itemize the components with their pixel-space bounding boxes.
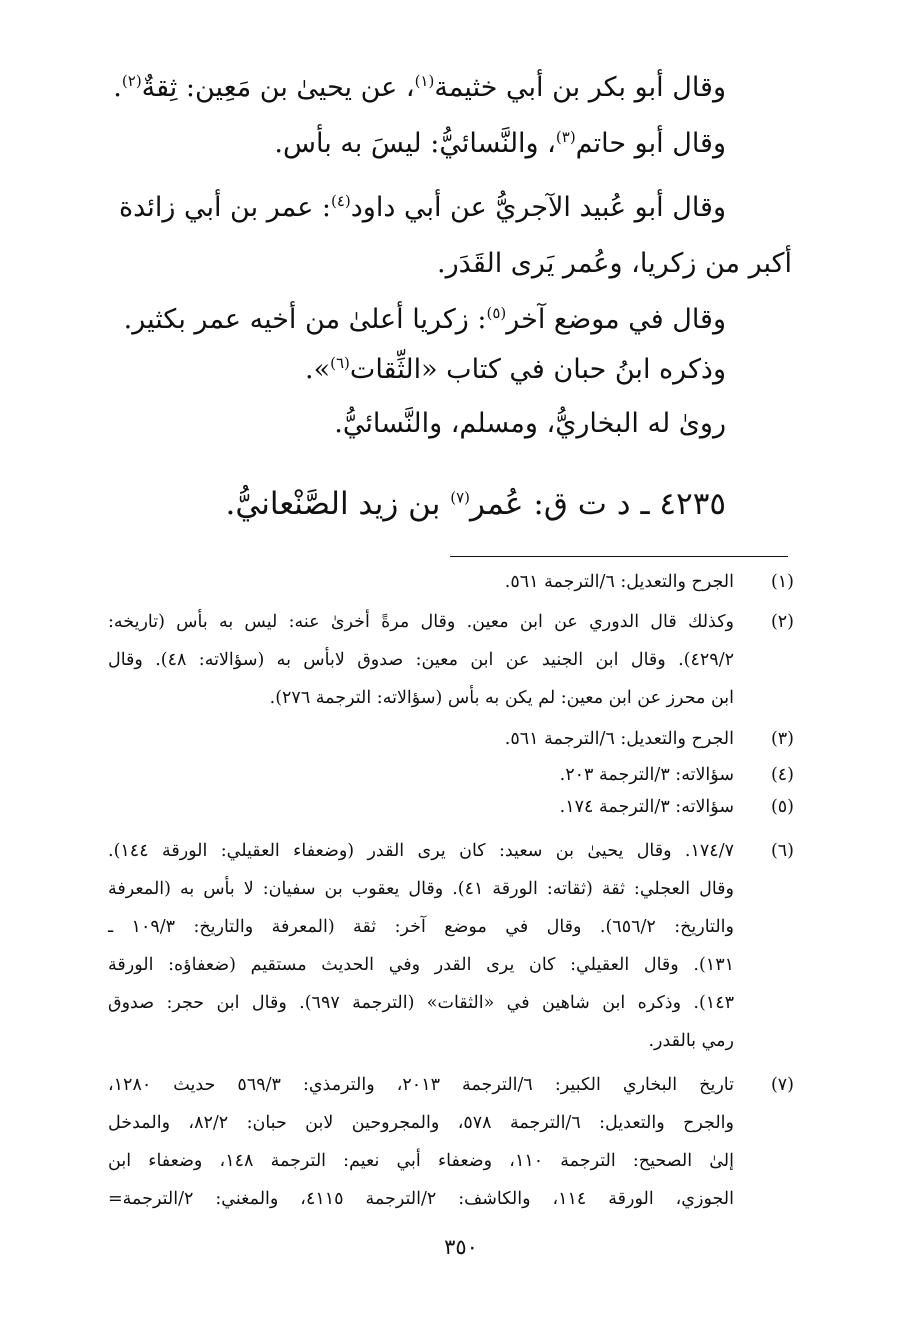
- main-text: ، عن يحيىٰ بن مَعِين: ثِقةٌ: [141, 72, 415, 103]
- main-text: وقال أبو حاتم: [575, 128, 726, 159]
- footnote-line: وكذلك قال الدوري عن ابن معين. وقال مرةً أخرىٰ عنه: ليس به بأس (تاريخه:: [108, 612, 734, 632]
- footnote-line: والتاريخ: ٦٥٦/٢). وقال في موضع آخر: ثقة (المعرفة والتاريخ: ١٠٩/٣ ـ: [108, 917, 734, 937]
- footnote-line: ابن محرز عن ابن معين: لم يكن به بأس (سؤالاته: الترجمة ٢٧٦).: [269, 688, 734, 708]
- footnote-ref[interactable]: (٧): [450, 488, 471, 507]
- footnote-number: (٥): [770, 797, 794, 817]
- footnote-text: [108, 603, 734, 717]
- main-text: ، والنَّسائيُّ: ليسَ به بأس.: [274, 128, 556, 159]
- footnote-ref[interactable]: (٤): [331, 192, 351, 210]
- footnote-ref[interactable]: (٢): [121, 72, 142, 90]
- footnote-line: رمي بالقدر.: [648, 1031, 734, 1051]
- main-text: وقال أبو عُبيد الآجريُّ عن أبي داود: [350, 192, 726, 223]
- footnote-line: الجرح والتعديل: ٦/الترجمة ٥٦١.: [504, 729, 734, 749]
- footnote-text: [108, 788, 734, 826]
- main-text: وقال في موضع آخر: [506, 304, 726, 335]
- footnote-line: إلىٰ الصحيح: الترجمة ١١٠، وضعفاء أبي نعيم: الترجمة ١٤٨، وضعفاء ابن: [108, 1151, 734, 1171]
- main-line-6: [305, 350, 726, 390]
- main-line-3: [119, 188, 726, 228]
- footnote-text: [108, 832, 734, 1060]
- page-number: ٣٥٠: [444, 1235, 478, 1259]
- footnote-ref[interactable]: (١): [414, 72, 435, 90]
- main-text: ».: [305, 354, 331, 385]
- footnote-number: (٧): [770, 1075, 794, 1095]
- main-line-5: [124, 300, 726, 340]
- main-text: .: [113, 72, 122, 103]
- footnote-line: الجوزي، الورقة ١١٤، والكاشف: ٢/الترجمة ٤١١٥، والمغني: ٢/الترجمة=: [108, 1189, 734, 1209]
- main-text: رویٰ له البخاريُّ، ومسلم، والنَّسائيُّ.: [334, 408, 726, 439]
- footnote-number: (٦): [770, 841, 794, 861]
- main-line-2: [274, 124, 726, 164]
- footnote-line: ١٤٣). وذكره ابن شاهين في «الثقات» (الترجمة ٦٩٧). وقال ابن حجر: صدوق: [108, 993, 734, 1013]
- footnote-text: [108, 1066, 734, 1218]
- footnote-line: والجرح والتعديل: ٦/الترجمة ٥٧٨، والمجروحين لابن حبان: ٨٢/٢، والمدخل: [108, 1113, 734, 1133]
- main-text: وذكره ابنُ حبان في كتاب «الثِّقات: [349, 354, 726, 385]
- footnote-ref[interactable]: (٣): [555, 128, 576, 146]
- footnote-number: (٤): [770, 765, 794, 785]
- footnote-ref[interactable]: (٥): [486, 304, 507, 322]
- footnote-line: ٤٢٩/٢). وقال ابن الجنيد عن ابن معين: صدوق لابأس به (سؤالاته: ٤٨). وقال: [108, 650, 734, 670]
- footnote-line: سؤالاته: ٣/الترجمة ٢٠٣.: [559, 765, 734, 785]
- footnote-ref[interactable]: (٦): [330, 354, 350, 372]
- entry-heading-suffix: بن زيد الصَّنْعانيُّ.: [225, 486, 451, 522]
- main-line-7: [334, 404, 726, 444]
- footnote-line: سؤالاته: ٣/الترجمة ١٧٤.: [559, 797, 734, 817]
- footnote-number: (٢): [770, 612, 794, 632]
- footnote-line: ١٣١). وقال العقيلي: كان يرى القدر وفي الحديث مستقيم (ضعفاؤه: الورقة: [108, 955, 734, 975]
- entry-heading-prefix: ٤٢٣٥ ـ د ت ق: عُمر: [470, 486, 726, 522]
- main-text: : زكريا أعلىٰ من أخيه عمر بكثير.: [123, 304, 487, 335]
- footnote-line: وقال العجلي: ثقة (ثقاته: الورقة ٤١). وقال يعقوب بن سفيان: لا بأس به (المعرفة: [108, 879, 734, 899]
- main-text: أكبر من زكريا، وعُمر يَرى القَدَر.: [437, 248, 792, 279]
- main-text: : عمر بن أبي زائدة: [118, 192, 331, 223]
- footnote-line: ١٧٤/٧. وقال يحيىٰ بن سعيد: كان يرى القدر (وضعفاء العقيلي: الورقة ١٤٤).: [108, 841, 734, 861]
- footnote-line: الجرح والتعديل: ٦/الترجمة ٥٦١.: [504, 572, 734, 592]
- entry-heading: [226, 482, 726, 526]
- main-line-1: [113, 68, 726, 108]
- main-text: وقال أبو بكر بن أبي خثيمة: [434, 72, 726, 103]
- footnote-line: تاريخ البخاري الكبير: ٦/الترجمة ٢٠١٣، والترمذي: ٥٦٩/٣ حديث ١٢٨٠،: [108, 1075, 734, 1095]
- footnote-text: [108, 563, 734, 601]
- footnote-divider: [450, 556, 788, 557]
- footnote-number: (١): [770, 572, 794, 592]
- footnote-text: [108, 720, 734, 758]
- main-line-4: [437, 244, 792, 284]
- footnote-number: (٣): [770, 729, 794, 749]
